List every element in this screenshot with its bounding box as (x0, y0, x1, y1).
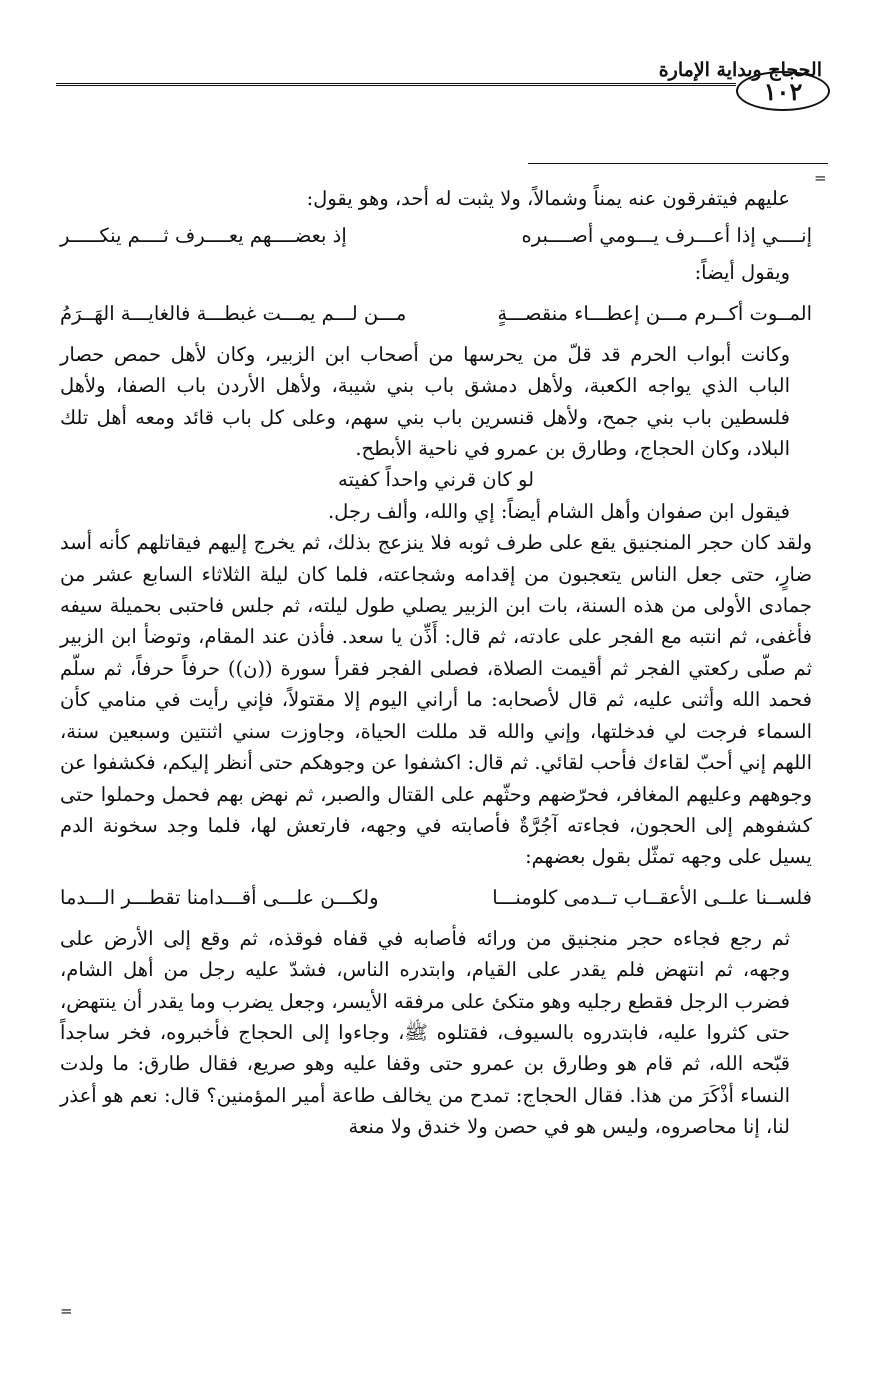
paragraph: ويقول أيضاً: (694, 261, 790, 285)
quoted-verse-fragment: لو كان قرني واحداً كفيته (337, 468, 535, 492)
paragraph: ثم رجع فجاءه حجر منجنيق من ورائه فأصابه في قفاه فوقذه، ثم وقع إلى الأرض على وجهه، ثم انتهض فلم يقدر على القيام، وابتدره الناس، فشدّ عليه رجل من أهل الشام، فضرب الرجل فقطع رجليه وهو متكئ على مرفقه الأيسر، وجعل يضرب وما يقدر أن ينتهض، حتى كثروا عليه، فابتدروه بالسيوف، فقتلوه ﷺ، وجاءوا إلى الحجاج فأخبروه، فخر ساجداً قبّحه الله، ثم قام هو وطارق بن عمرو حتى وقفا عليه وهو صريع، فقال طارق: ما ولدت النساء أذْكَرَ من هذا. فقال الحجاج: تمدح من يخالف طاعة أمير المؤمنين؟ قال: نعم هو أعذر لنا، إنا محاصروه، وليس هو في حصن ولا خندق ولا منعة (60, 926, 790, 1139)
verse-second-hemistich: ولكـــن علـــى أقـــدامنا تقطـــر الـــدما (60, 886, 379, 910)
footnote-separator-rule (528, 163, 828, 164)
paragraph: فيقول ابن صفوان وأهل الشام أيضاً: إي والله، وألف رجل. (327, 499, 790, 523)
verse-first-hemistich: إنــــي إذا أعـــرف يـــومي أصــــبره (521, 224, 812, 248)
verse-second-hemistich: مـــن لـــم يمـــت غبطـــة فالغايـــة الهَــرَمُ (60, 302, 407, 326)
paragraph: وكانت أبواب الحرم قد قلّ من يحرسها من أصحاب ابن الزبير، وكان لأهل حمص حصار الباب الذي يواجه الكعبة، ولأهل دمشق باب بني شيبة، ولأهل الأردن باب الصفا، ولأهل فلسطين باب بني جمح، ولأهل قنسرين باب بني سهم، وعلى كل باب قائد ومعه أهل تلك البلاد، وكان الحجاج، وطارق بن عمرو في ناحية الأبطح. (60, 342, 790, 461)
verse-line (60, 873, 812, 923)
verse-line (60, 214, 812, 257)
bottom-continuation-mark: = (60, 1302, 73, 1320)
verse-second-hemistich: إذ بعضــــهم يعــــرف ثــــم ينكـــــر (60, 224, 347, 248)
header-rule (56, 83, 736, 90)
page-number: ١٠٢ (736, 71, 830, 111)
verse-line (60, 289, 812, 339)
paragraph: عليهم فيتفرقون عنه يمناً وشمالاً، ولا يثبت له أحد، وهو يقول: (306, 187, 790, 210)
verse-first-hemistich: المــوت أكــرم مـــن إعطـــاء منقصـــةٍ (497, 302, 812, 326)
page-body (60, 183, 812, 1143)
running-title: الحجاج وبداية الإمارة (658, 59, 822, 81)
verse-first-hemistich: فلســنا علــى الأعقــاب تــدمى كلومنـــا (492, 886, 812, 910)
paragraph: ولقد كان حجر المنجنيق يقع على طرف ثوبه فلا ينزعج بذلك، ثم يخرج إليهم فيقاتلهم كأنه أسد ضارٍ، حتى جعل الناس يتعجبون من إقدامه وشجاعته، فلما كان ليلة الثلاثاء السابع عشر من جمادى الأولى من هذه السنة، بات ابن الزبير يصلي طول ليلته، ثم جلس فاحتبى بحميلة سيفه فأغفى، ثم انتبه مع الفجر على عادته، ثم قال: أَذِّن يا سعد. فأذن عند المقام، وتوضأ ابن الزبير ثم صلّى ركعتي الفجر ثم أقيمت الصلاة، فصلى الفجر فقرأ سورة ((ن)) حرفاً حرفاً، ثم سلّم فحمد الله وأثنى عليه، ثم قال لأصحابه: ما أراني اليوم إلا مقتولاً، فإني رأيت في منامي كأن السماء فرجت لي فدخلتها، وإني والله قد مللت الحياة، وجاوزت سني اثنتين وسبعين سنة، اللهم إني أحبّ لقاءك فأحب لقائي. ثم قال: اكشفوا عن وجوهكم حتى أنظر إليكم، فكشفوا عن وجوههم وعليهم المغافر، فحرّضهم وحثّهم على القتال والصبر، ثم نهض بهم فحمل وحملوا حتى كشفوهم إلى الحجون، فجاءته آجُرَّةٌ فأصابته في وجهه، فارتعش لها، فلما وجد سخونة الدم يسيل على وجهه تمثّل بقول بعضهم: (60, 531, 812, 869)
top-continuation-mark: = (814, 169, 827, 187)
page-header (56, 55, 834, 125)
